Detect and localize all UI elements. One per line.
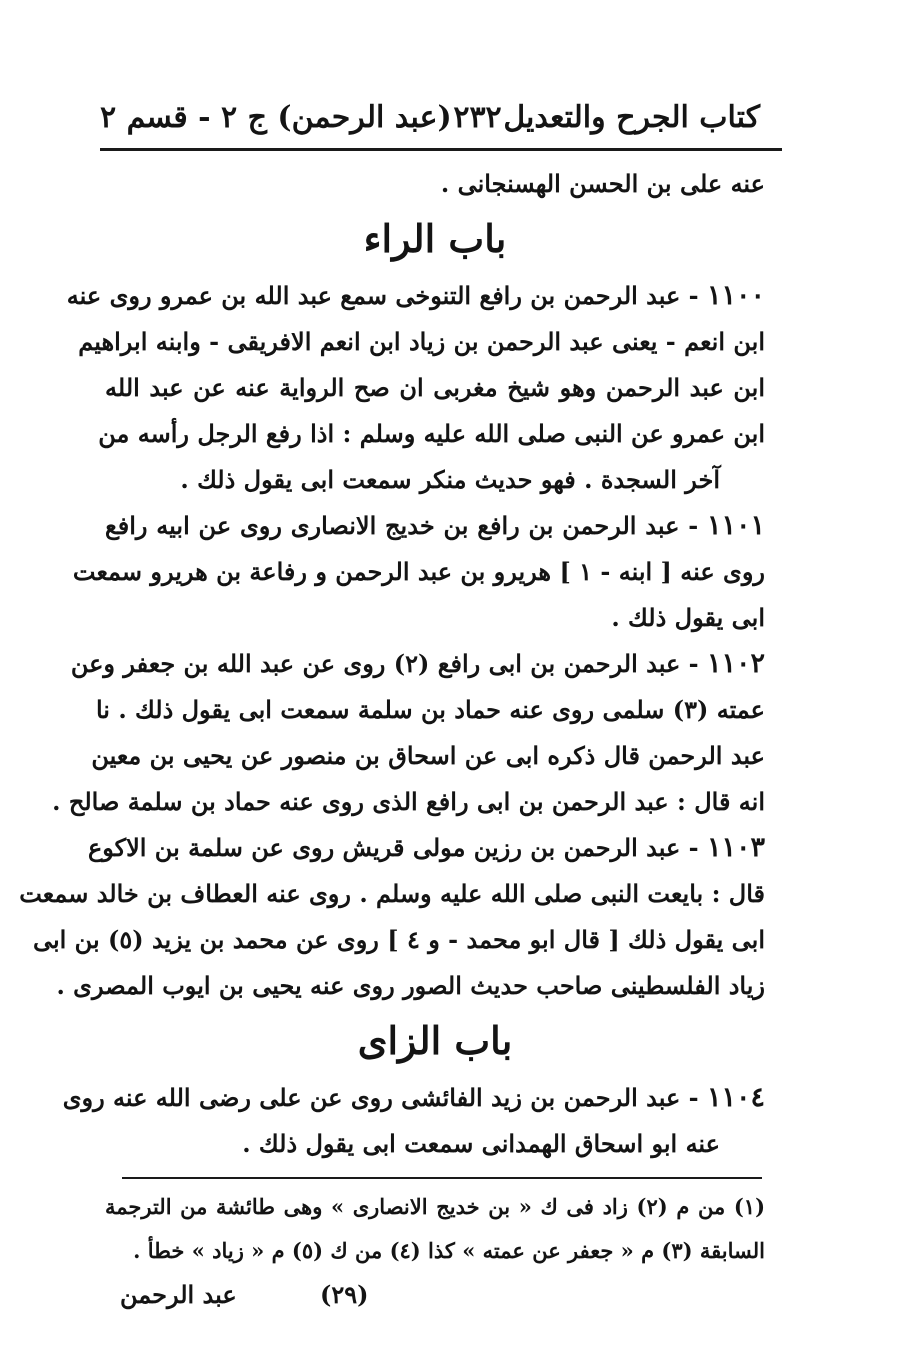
entry-line: ابى يقول ذلك . xyxy=(611,603,765,632)
entry-line: عمته (٣) سلمى روى عنه حماد بن سلمة سمعت ابى يقول ذلك . نا xyxy=(95,695,765,724)
signature-mark: (٢٩) xyxy=(320,1280,369,1309)
book-title: كتاب الجرح والتعديل xyxy=(503,99,760,135)
entry-first-line: ١١٠٤ - عبد الرحمن بن زيد الفائشى روى عن على رضى الله عنه روى xyxy=(62,1082,765,1113)
page-footer xyxy=(120,1280,720,1320)
entry-number: ١١٠٠ xyxy=(706,280,765,311)
entry-line: ابن عبد الرحمن وهو شيخ مغربى ان صح الرواية عنه عن عبد الله xyxy=(105,373,765,402)
entry-number: ١١٠١ xyxy=(707,510,766,541)
entry-1100 xyxy=(66,272,765,502)
entry-line: زياد الفلسطينى صاحب حديث الصور روى عنه يحيى بن ايوب المصرى . xyxy=(56,971,765,1000)
entry-1101 xyxy=(72,502,766,640)
entry-line: ابن عمرو عن النبى صلى الله عليه وسلم : اذا رفع الرجل رأسه من xyxy=(98,419,765,448)
entry-number: ١١٠٣ xyxy=(706,832,765,863)
footnote-line: السابقة (٣) م « جعفر عن عمته » كذا (٤) من ك (٥) م « زياد » خطأ . xyxy=(133,1238,765,1263)
entry-1104 xyxy=(62,1074,765,1166)
entry-line: عبد الرحمن قال ذكره ابى عن اسحاق بن منصور عن يحيى بن معين xyxy=(91,741,765,770)
entry-first-line: ١١٠٢ - عبد الرحمن بن ابى رافع (٢) روى عن عبد الله بن جعفر وعن xyxy=(70,648,765,679)
entry-number: ١١٠٤ xyxy=(706,1082,765,1113)
entry-line: انه قال : عبد الرحمن بن ابى رافع الذى روى عنه حماد بن سلمة صالح . xyxy=(52,787,765,816)
section-reference: (عبد الرحمن) ج ٢ - قسم ٢ xyxy=(100,99,452,135)
entry-first-line: ١١٠٣ - عبد الرحمن بن رزين مولى قريش روى عن سلمة بن الاكوع xyxy=(87,832,765,863)
running-header xyxy=(100,92,760,142)
section-title-zay: باب الزاى xyxy=(357,1018,513,1063)
header-rule xyxy=(100,148,782,151)
footnote-line: (١) من م (٢) زاد فى ك « بن خديج الانصارى » وهى طائشة من الترجمة xyxy=(105,1194,765,1219)
entry-1103 xyxy=(19,824,765,1008)
entry-line: ابن انعم - يعنى عبد الرحمن بن زياد ابن انعم الافريقى - وابنه ابراهيم xyxy=(78,327,765,356)
section-title-ra: باب الراء xyxy=(363,216,507,261)
entry-line: روى عنه [ ابنه - ١ ] هريرو بن عبد الرحمن و رفاعة بن هريرو سمعت xyxy=(72,557,765,586)
entry-line: آخر السجدة . فهو حديث منكر سمعت ابى يقول ذلك . xyxy=(180,465,720,494)
entry-line: ابى يقول ذلك [ قال ابو محمد - و ٤ ] روى عن محمد بن يزيد (٥) بن ابى xyxy=(32,925,765,954)
entry-line: قال : بايعت النبى صلى الله عليه وسلم . روى عنه العطاف بن خالد سمعت xyxy=(19,879,765,908)
entry-1102 xyxy=(52,640,765,824)
page-number: ٢٣٢ xyxy=(453,99,502,135)
intro-line: عنه على بن الحسن الهسنجانى . xyxy=(440,169,765,198)
entry-first-line: ١١٠١ - عبد الرحمن بن رافع بن خديج الانصارى روى عن ابيه رافع xyxy=(105,510,766,541)
footnote-rule xyxy=(122,1177,762,1179)
catchword: عبد الرحمن xyxy=(120,1280,237,1309)
entry-first-line: ١١٠٠ - عبد الرحمن بن رافع التنوخى سمع عبد الله بن عمرو روى عنه xyxy=(66,280,765,311)
footnotes xyxy=(105,1185,765,1273)
entry-line: عنه ابو اسحاق الهمدانى سمعت ابى يقول ذلك . xyxy=(242,1129,720,1158)
entry-number: ١١٠٢ xyxy=(706,648,765,679)
main-text xyxy=(19,160,766,1166)
